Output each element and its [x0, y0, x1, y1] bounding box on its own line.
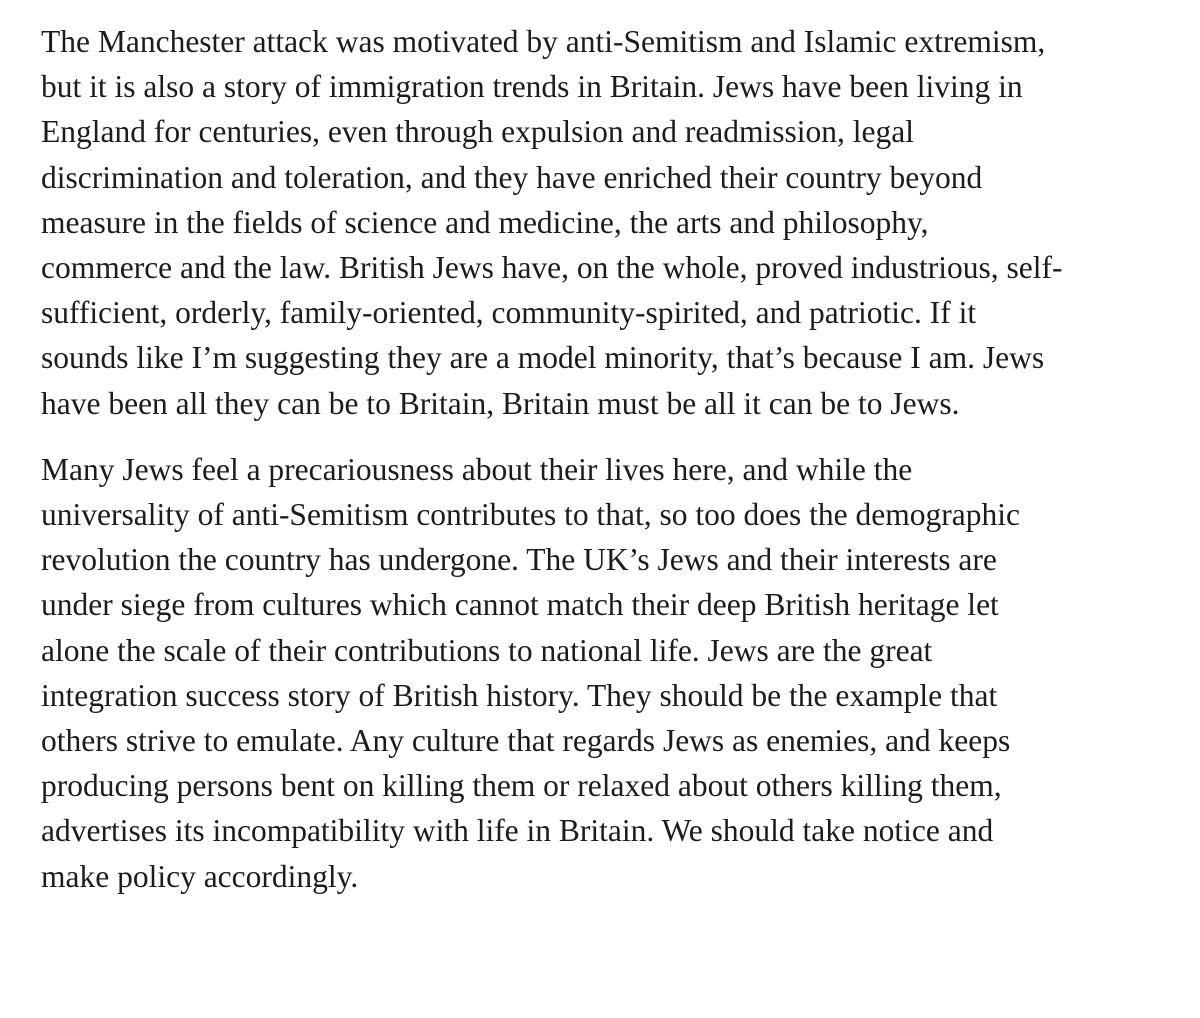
- text-line: integration success story of British history. They should be the example that: [41, 677, 998, 713]
- text-line: make policy accordingly.: [41, 858, 359, 894]
- article-body: [41, 19, 1181, 899]
- text-line: sufficient, orderly, family-oriented, community-spirited, and patriotic. If it: [41, 295, 977, 331]
- text-line: alone the scale of their contributions to national life. Jews are the great: [41, 632, 933, 668]
- text-line: England for centuries, even through expulsion and readmission, legal: [41, 114, 915, 150]
- text-line: measure in the fields of science and medicine, the arts and philosophy,: [41, 204, 929, 240]
- text-line: under siege from cultures which cannot match their deep British heritage let: [41, 587, 999, 623]
- text-line: revolution the country has undergone. The UK’s Jews and their interests are: [41, 542, 997, 578]
- text-line: Many Jews feel a precariousness about their lives here, and while the: [41, 451, 913, 487]
- paragraph-2: [41, 447, 1181, 899]
- text-line: advertises its incompatibility with life in Britain. We should take notice and: [41, 813, 994, 849]
- text-line: The Manchester attack was motivated by anti-Semitism and Islamic extremism,: [41, 24, 1046, 59]
- text-line: others strive to emulate. Any culture that regards Jews as enemies, and keeps: [41, 723, 1011, 759]
- text-line: producing persons bent on killing them or relaxed about others killing them,: [41, 768, 1002, 804]
- text-line: sounds like I’m suggesting they are a model minority, that’s because I am. Jews: [41, 340, 1045, 376]
- text-line: have been all they can be to Britain, Britain must be all it can be to Jews.: [41, 385, 960, 421]
- text-line: commerce and the law. British Jews have, on the whole, proved industrious, self-: [41, 250, 1063, 286]
- text-line: but it is also a story of immigration trends in Britain. Jews have been living in: [41, 69, 1023, 105]
- text-line: discrimination and toleration, and they have enriched their country beyond: [41, 159, 983, 195]
- text-line: universality of anti-Semitism contributes to that, so too does the demographic: [41, 497, 1020, 533]
- paragraph-1: [41, 19, 1181, 426]
